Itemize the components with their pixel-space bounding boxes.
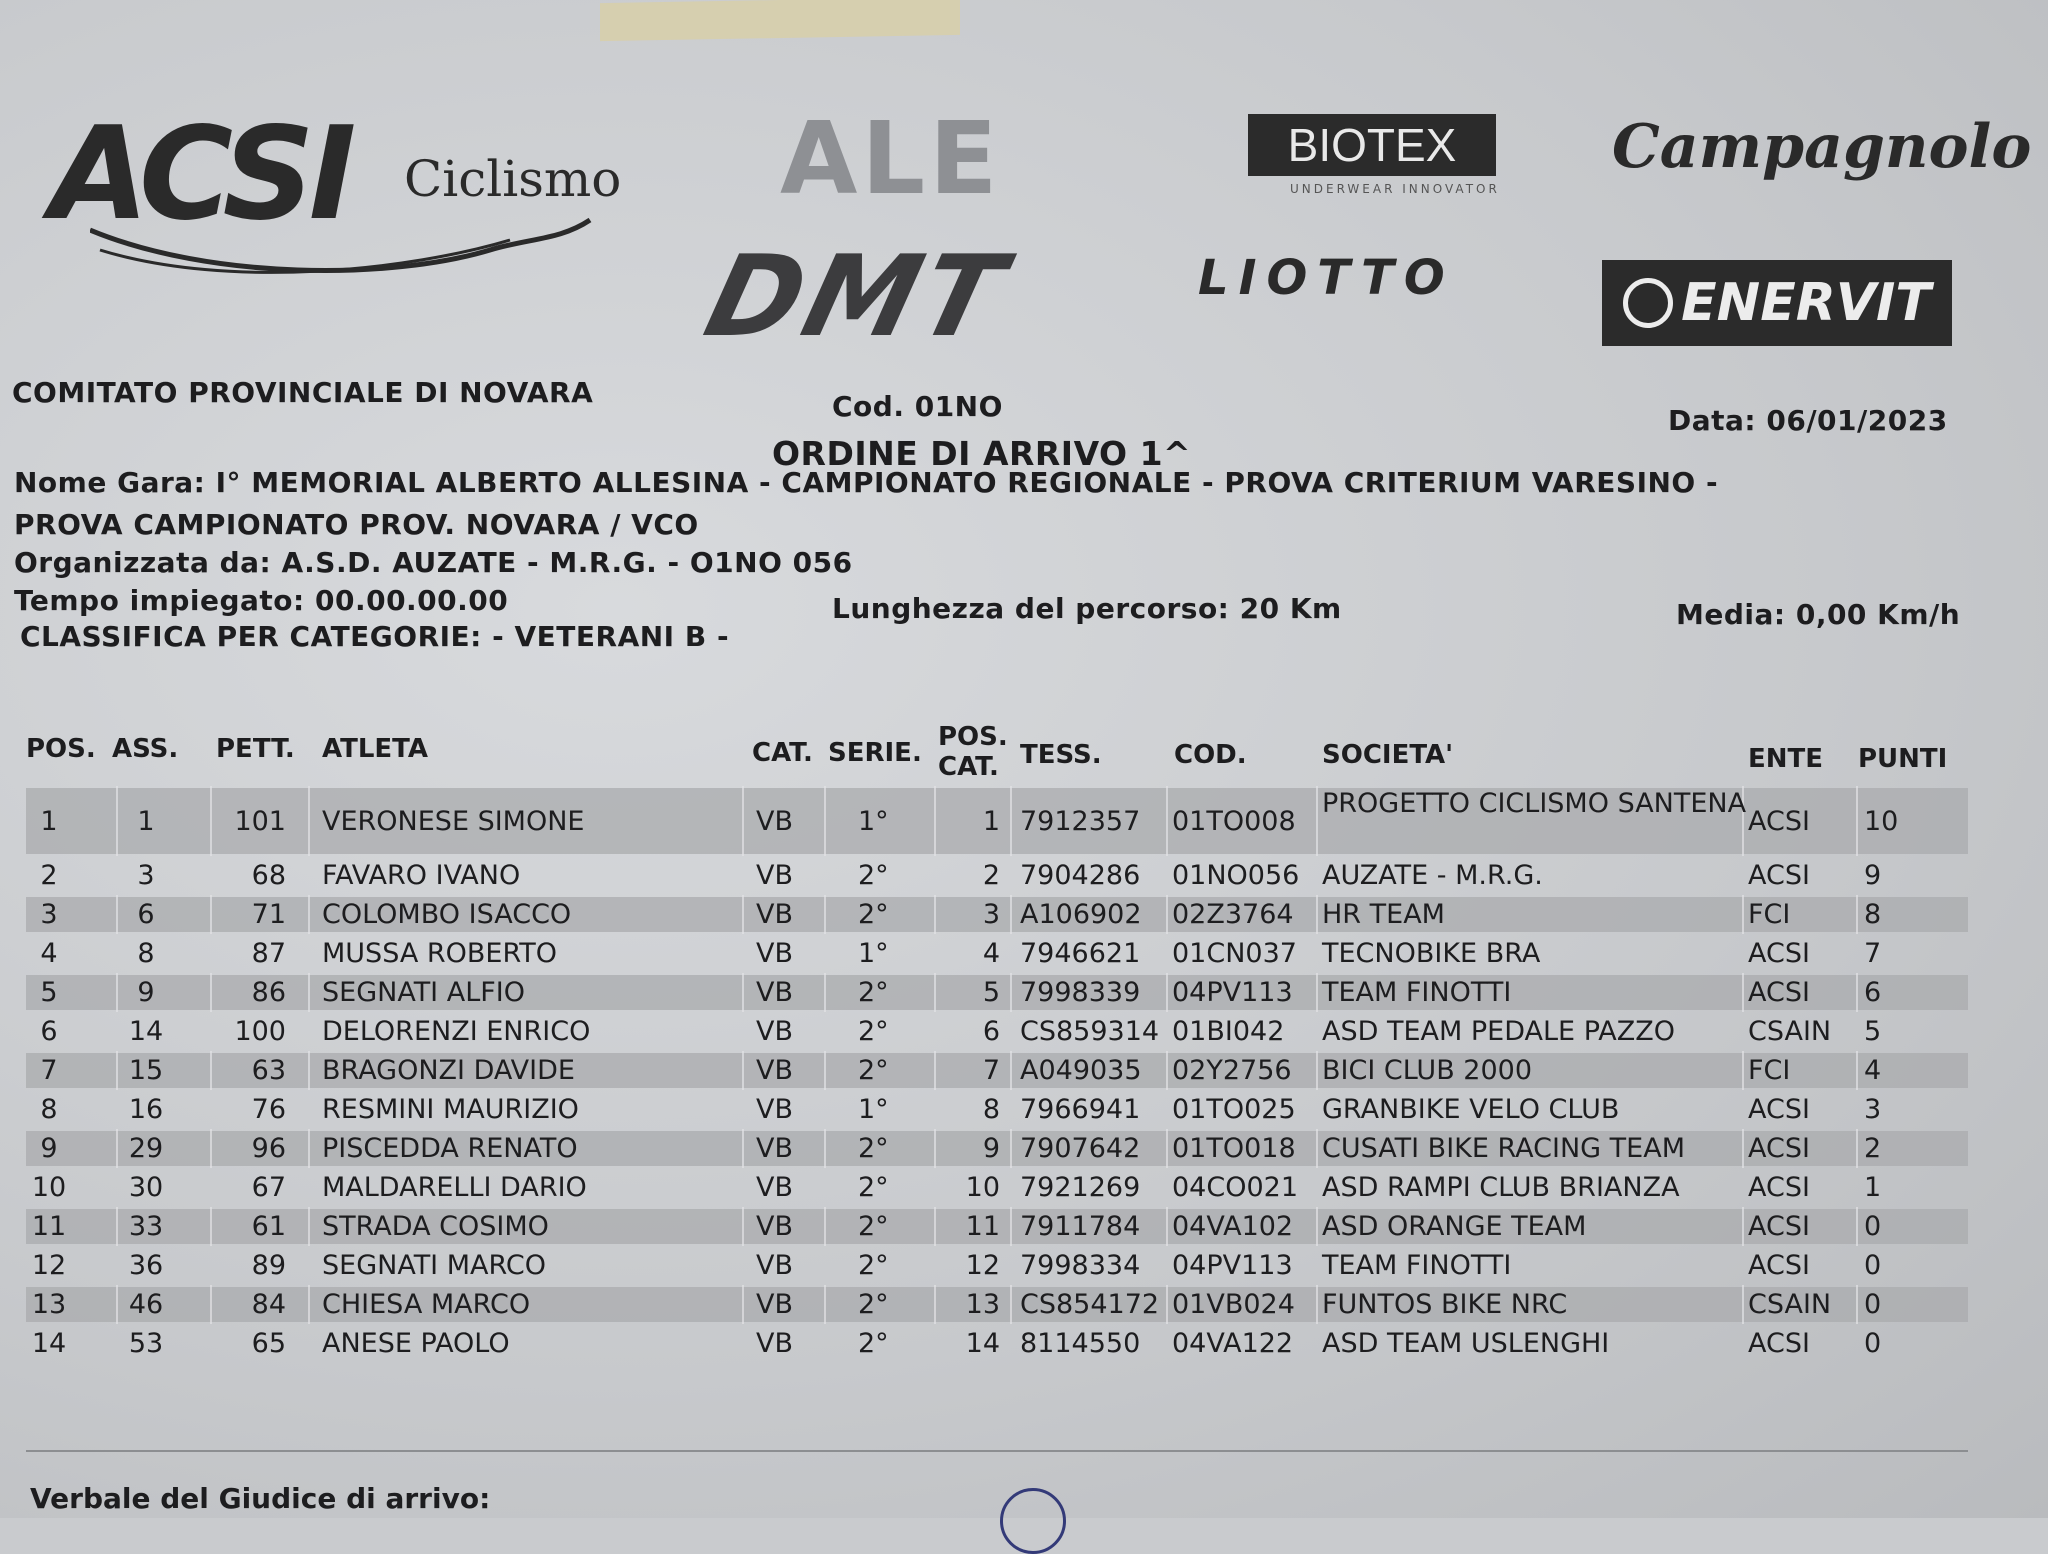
cell-ente: ACSI (1748, 860, 1810, 891)
cell-pos: 5 (40, 977, 58, 1008)
table-row (26, 1051, 1968, 1090)
column-separator (934, 1207, 936, 1246)
cell-atleta: BRAGONZI DAVIDE (322, 1055, 575, 1086)
cell-cat: VB (756, 1250, 793, 1281)
cell-ente: FCI (1748, 899, 1791, 930)
column-separator (1010, 1285, 1012, 1324)
table-row (26, 934, 1968, 973)
table-row (26, 1285, 1968, 1324)
cell-societa: TEAM FINOTTI (1322, 977, 1512, 1008)
column-separator (308, 786, 310, 856)
column-separator (308, 1285, 310, 1324)
cell-atleta: RESMINI MAURIZIO (322, 1094, 579, 1125)
biotex-logo-subtitle: UNDERWEAR INNOVATOR (1290, 182, 1500, 196)
cell-tess: A049035 (1020, 1055, 1142, 1086)
column-separator (116, 1129, 118, 1168)
cell-pos: 2 (40, 860, 58, 891)
cell-ente: FCI (1748, 1055, 1791, 1086)
cell-atleta: MALDARELLI DARIO (322, 1172, 587, 1203)
column-separator (824, 1285, 826, 1324)
cell-pett: 101 (234, 806, 286, 837)
cell-societa: BICI CLUB 2000 (1322, 1055, 1533, 1086)
biotex-logo: BIOTEX (1248, 114, 1496, 176)
cell-societa: ASD ORANGE TEAM (1322, 1211, 1587, 1242)
cell-pos: 9 (40, 1133, 58, 1164)
cell-punti: 1 (1864, 1172, 1882, 1203)
cell-ente: ACSI (1748, 1172, 1810, 1203)
table-row (26, 786, 1968, 856)
cell-tess: 7912357 (1020, 806, 1141, 837)
cell-atleta: VERONESE SIMONE (322, 806, 585, 837)
cell-pos: 11 (31, 1211, 67, 1242)
cell-cod: 04VA102 (1172, 1211, 1294, 1242)
column-separator (934, 1129, 936, 1168)
column-separator (210, 1129, 212, 1168)
column-separator (308, 895, 310, 934)
cell-pos: 10 (31, 1172, 67, 1203)
cell-cod: 01TO008 (1172, 806, 1296, 837)
table-row (26, 1090, 1968, 1129)
cell-atleta: STRADA COSIMO (322, 1211, 549, 1242)
adhesive-tape (600, 0, 960, 41)
cell-poscat: 2 (982, 860, 1000, 891)
cell-pos: 8 (40, 1094, 58, 1125)
table-row (26, 973, 1968, 1012)
cell-cat: VB (756, 1328, 793, 1359)
column-separator (1742, 1285, 1744, 1324)
cell-pett: 87 (251, 938, 286, 969)
cell-serie: 2° (858, 977, 889, 1008)
column-separator (1010, 973, 1012, 1012)
column-separator (1856, 973, 1858, 1012)
cell-pos: 6 (40, 1016, 58, 1047)
cell-pett: 63 (251, 1055, 286, 1086)
cell-serie: 2° (858, 1133, 889, 1164)
cell-tess: 7966941 (1020, 1094, 1141, 1125)
column-separator (210, 1285, 212, 1324)
cell-pett: 89 (251, 1250, 286, 1281)
cell-poscat: 10 (965, 1172, 1000, 1203)
cell-ass: 6 (137, 899, 155, 930)
column-separator (1010, 786, 1012, 856)
cell-ass: 14 (128, 1016, 164, 1047)
cell-ass: 1 (137, 806, 155, 837)
cell-cod: 04PV113 (1172, 977, 1293, 1008)
cell-tess: A106902 (1020, 899, 1142, 930)
cell-serie: 2° (858, 1250, 889, 1281)
cell-atleta: PISCEDDA RENATO (322, 1133, 578, 1164)
category-classification: CLASSIFICA PER CATEGORIE: - VETERANI B - (20, 620, 730, 653)
time-used: Tempo impiegato: 00.00.00.00 (14, 584, 509, 617)
column-separator (308, 1129, 310, 1168)
organizer: Organizzata da: A.S.D. AUZATE - M.R.G. - O1NO 056 (14, 546, 853, 579)
cell-cat: VB (756, 938, 793, 969)
cell-pett: 71 (251, 899, 286, 930)
cell-societa: ASD TEAM USLENGHI (1322, 1328, 1610, 1359)
cell-pett: 96 (251, 1133, 286, 1164)
cell-societa: AUZATE - M.R.G. (1322, 860, 1543, 891)
cell-tess: 7907642 (1020, 1133, 1141, 1164)
cell-cat: VB (756, 1211, 793, 1242)
table-row (26, 1246, 1968, 1285)
col-poscat (938, 722, 1008, 782)
column-separator (742, 1129, 744, 1168)
cell-punti: 0 (1864, 1328, 1882, 1359)
cell-ente: ACSI (1748, 806, 1810, 837)
table-row (26, 895, 1968, 934)
column-separator (116, 973, 118, 1012)
column-separator (1010, 1129, 1012, 1168)
column-separator (824, 1207, 826, 1246)
cell-pett: 65 (251, 1328, 286, 1359)
cell-ente: ACSI (1748, 977, 1810, 1008)
cell-pett: 100 (234, 1016, 286, 1047)
cell-cod: 02Y2756 (1172, 1055, 1292, 1086)
cell-cat: VB (756, 1094, 793, 1125)
cell-poscat: 12 (965, 1250, 1000, 1281)
column-separator (1856, 1129, 1858, 1168)
cell-punti: 3 (1864, 1094, 1882, 1125)
col-ente: ENTE (1748, 744, 1824, 774)
cell-ass: 46 (128, 1289, 164, 1320)
cell-cod: 04VA122 (1172, 1328, 1294, 1359)
cell-ass: 30 (128, 1172, 164, 1203)
column-separator (116, 1051, 118, 1090)
cell-cat: VB (756, 1016, 793, 1047)
column-separator (1742, 1129, 1744, 1168)
document-date: Data: 06/01/2023 (1668, 404, 1948, 437)
cell-cod: 01TO018 (1172, 1133, 1296, 1164)
cell-cod: 01VB024 (1172, 1289, 1295, 1320)
liotto-logo: LIOTTO (1198, 250, 1455, 306)
cell-societa: TEAM FINOTTI (1322, 1250, 1512, 1281)
column-separator (1856, 1285, 1858, 1324)
cell-serie: 2° (858, 1211, 889, 1242)
cell-punti: 0 (1864, 1211, 1882, 1242)
cell-punti: 4 (1864, 1055, 1882, 1086)
column-separator (308, 973, 310, 1012)
col-serie: SERIE. (828, 738, 922, 768)
cell-serie: 1° (858, 938, 889, 969)
column-separator (1856, 895, 1858, 934)
cell-punti: 0 (1864, 1289, 1882, 1320)
cell-serie: 2° (858, 860, 889, 891)
cell-ente: CSAIN (1748, 1289, 1832, 1320)
cell-ente: ACSI (1748, 1328, 1810, 1359)
cell-serie: 2° (858, 1172, 889, 1203)
column-separator (1856, 1207, 1858, 1246)
col-atleta: ATLETA (322, 734, 429, 764)
column-separator (116, 786, 118, 856)
cell-punti: 0 (1864, 1250, 1882, 1281)
enervit-logo-text: ENERVIT (1681, 273, 1931, 333)
column-separator (210, 786, 212, 856)
column-separator (824, 895, 826, 934)
column-separator (742, 1285, 744, 1324)
column-separator (934, 1285, 936, 1324)
cell-societa: FUNTOS BIKE NRC (1322, 1289, 1568, 1320)
cell-cat: VB (756, 806, 793, 837)
cell-pos: 12 (31, 1250, 67, 1281)
committee-name: COMITATO PROVINCIALE DI NOVARA (12, 376, 594, 409)
cell-pett: 84 (251, 1289, 286, 1320)
cell-atleta: ANESE PAOLO (322, 1328, 510, 1359)
cell-cod: 01CN037 (1172, 938, 1297, 969)
cell-societa: ASD TEAM PEDALE PAZZO (1322, 1016, 1675, 1047)
cell-societa: HR TEAM (1322, 899, 1445, 930)
col-tess: TESS. (1020, 740, 1102, 770)
column-separator (1742, 1207, 1744, 1246)
cell-cod: 04PV113 (1172, 1250, 1293, 1281)
column-separator (1010, 895, 1012, 934)
cell-poscat: 6 (982, 1016, 1000, 1047)
column-separator (1856, 1051, 1858, 1090)
cell-punti: 10 (1864, 806, 1899, 837)
cell-pos: 13 (31, 1289, 67, 1320)
cell-ente: ACSI (1748, 1133, 1810, 1164)
cell-pett: 68 (251, 860, 286, 891)
cell-cod: 01TO025 (1172, 1094, 1296, 1125)
cell-serie: 1° (858, 806, 889, 837)
cell-poscat: 1 (982, 806, 1000, 837)
cell-ente: ACSI (1748, 1250, 1810, 1281)
cell-societa: GRANBIKE VELO CLUB (1322, 1094, 1620, 1125)
cell-societa: PROGETTO CICLISMO SANTENA (1322, 788, 1747, 819)
table-row (26, 1012, 1968, 1051)
column-separator (1742, 895, 1744, 934)
cell-punti: 8 (1864, 899, 1882, 930)
acsi-logo-subtitle: Ciclismo (404, 150, 622, 208)
cell-ente: ACSI (1748, 1094, 1810, 1125)
col-poscat-line-1: POS. (938, 722, 1008, 752)
committee-code: Cod. 01NO (832, 390, 1003, 423)
cell-serie: 2° (858, 1289, 889, 1320)
cell-cat: VB (756, 899, 793, 930)
column-separator (1010, 1051, 1012, 1090)
table-row (26, 1207, 1968, 1246)
cell-punti: 5 (1864, 1016, 1882, 1047)
page-title: ORDINE DI ARRIVO 1^ (772, 434, 1192, 473)
ale-logo: ALE (780, 100, 1002, 217)
judge-report-label: Verbale del Giudice di arrivo: (30, 1482, 491, 1515)
table-row (26, 1324, 1968, 1363)
cell-punti: 7 (1864, 938, 1882, 969)
cell-ass: 3 (137, 860, 155, 891)
cell-cat: VB (756, 1133, 793, 1164)
col-societa: SOCIETA' (1322, 740, 1454, 770)
cell-ente: ACSI (1748, 938, 1810, 969)
cell-atleta: CHIESA MARCO (322, 1289, 531, 1320)
cell-tess: 7998339 (1020, 977, 1141, 1008)
col-cat: CAT. (752, 738, 813, 768)
column-separator (210, 895, 212, 934)
cell-ass: 8 (137, 938, 155, 969)
cell-poscat: 4 (982, 938, 1000, 969)
column-separator (1856, 786, 1858, 856)
column-separator (210, 1207, 212, 1246)
cell-poscat: 5 (982, 977, 1000, 1008)
cell-poscat: 3 (982, 899, 1000, 930)
table-row (26, 1129, 1968, 1168)
cell-cod: 01BI042 (1172, 1016, 1285, 1047)
cell-tess: 7998334 (1020, 1250, 1141, 1281)
column-separator (308, 1207, 310, 1246)
cell-pos: 7 (40, 1055, 58, 1086)
cell-cat: VB (756, 1172, 793, 1203)
course-length: Lunghezza del percorso: 20 Km (832, 592, 1342, 625)
cell-cod: 02Z3764 (1172, 899, 1294, 930)
cell-poscat: 11 (965, 1211, 1000, 1242)
cell-pett: 61 (251, 1211, 286, 1242)
cell-poscat: 7 (982, 1055, 1000, 1086)
column-separator (934, 895, 936, 934)
column-separator (742, 895, 744, 934)
cell-serie: 2° (858, 1016, 889, 1047)
column-separator (116, 1207, 118, 1246)
cell-societa: ASD RAMPI CLUB BRIANZA (1322, 1172, 1680, 1203)
cell-pos: 4 (40, 938, 58, 969)
column-separator (116, 895, 118, 934)
cell-tess: 7921269 (1020, 1172, 1141, 1203)
cell-pos: 1 (40, 806, 58, 837)
cell-tess: 7946621 (1020, 938, 1141, 969)
column-separator (742, 973, 744, 1012)
column-separator (742, 786, 744, 856)
cell-serie: 2° (858, 899, 889, 930)
cell-societa: CUSATI BIKE RACING TEAM (1322, 1133, 1685, 1164)
cell-cat: VB (756, 1055, 793, 1086)
col-poscat-line-2: CAT. (938, 752, 999, 782)
cell-poscat: 8 (982, 1094, 1000, 1125)
dmt-logo: DMT (693, 232, 1020, 362)
cell-cod: 01NO056 (1172, 860, 1300, 891)
column-separator (116, 1285, 118, 1324)
cell-pos: 14 (31, 1328, 67, 1359)
table-row (26, 1168, 1968, 1207)
table-bottom-line (26, 1450, 1968, 1452)
cell-pett: 67 (251, 1172, 286, 1203)
cell-atleta: FAVARO IVANO (322, 860, 521, 891)
cell-tess: 8114550 (1020, 1328, 1141, 1359)
cell-tess: CS859314 (1020, 1016, 1160, 1047)
cell-poscat: 13 (965, 1289, 1000, 1320)
column-separator (1742, 1051, 1744, 1090)
cell-cat: VB (756, 860, 793, 891)
cell-tess: CS854172 (1020, 1289, 1160, 1320)
cell-atleta: DELORENZI ENRICO (322, 1016, 591, 1047)
cell-punti: 9 (1864, 860, 1882, 891)
cell-cod: 04CO021 (1172, 1172, 1298, 1203)
cell-atleta: COLOMBO ISACCO (322, 899, 572, 930)
cell-punti: 2 (1864, 1133, 1882, 1164)
column-separator (934, 973, 936, 1012)
column-separator (210, 973, 212, 1012)
cell-ass: 36 (128, 1250, 164, 1281)
acsi-logo: ACSI (50, 100, 351, 249)
column-separator (934, 1051, 936, 1090)
cell-atleta: MUSSA ROBERTO (322, 938, 558, 969)
column-separator (934, 786, 936, 856)
cell-cat: VB (756, 977, 793, 1008)
cell-atleta: SEGNATI ALFIO (322, 977, 525, 1008)
cell-cat: VB (756, 1289, 793, 1320)
cell-poscat: 9 (982, 1133, 1000, 1164)
cell-punti: 6 (1864, 977, 1882, 1008)
column-separator (824, 973, 826, 1012)
cell-serie: 1° (858, 1094, 889, 1125)
cell-pett: 86 (251, 977, 286, 1008)
cell-tess: 7911784 (1020, 1211, 1141, 1242)
average-speed: Media: 0,00 Km/h (1676, 598, 1961, 631)
enervit-circle-icon (1623, 278, 1673, 328)
column-separator (1010, 1207, 1012, 1246)
cell-ass: 16 (128, 1094, 164, 1125)
col-pos: POS. (26, 734, 96, 764)
cell-ente: ACSI (1748, 1211, 1810, 1242)
column-separator (824, 786, 826, 856)
column-separator (308, 1051, 310, 1090)
col-pett: PETT. (216, 734, 295, 764)
campagnolo-logo: Campagnolo (1612, 112, 2032, 182)
race-name-line-1: Nome Gara: I° MEMORIAL ALBERTO ALLESINA - CAMPIONATO REGIONALE - PROVA CRITERIUM VARESINO - (14, 466, 1719, 499)
column-separator (742, 1051, 744, 1090)
col-cod: COD. (1174, 740, 1247, 770)
race-name-line-2: PROVA CAMPIONATO PROV. NOVARA / VCO (14, 508, 699, 541)
cell-serie: 2° (858, 1055, 889, 1086)
cell-pett: 76 (251, 1094, 286, 1125)
cell-ass: 9 (137, 977, 155, 1008)
cell-poscat: 14 (965, 1328, 1000, 1359)
column-separator (824, 1129, 826, 1168)
acsi-swoosh-icon (90, 210, 600, 280)
cell-ass: 33 (128, 1211, 164, 1242)
enervit-logo (1602, 260, 1952, 346)
column-separator (742, 1207, 744, 1246)
column-separator (1742, 973, 1744, 1012)
col-punti: PUNTI (1858, 744, 1948, 774)
cell-ente: CSAIN (1748, 1016, 1832, 1047)
results-table (26, 786, 1968, 1363)
cell-pos: 3 (40, 899, 58, 930)
column-separator (824, 1051, 826, 1090)
col-ass: ASS. (112, 734, 179, 764)
cell-societa: TECNOBIKE BRA (1322, 938, 1541, 969)
cell-serie: 2° (858, 1328, 889, 1359)
column-separator (210, 1051, 212, 1090)
cell-ass: 29 (128, 1133, 164, 1164)
stamp-mark (1000, 1488, 1066, 1554)
cell-ass: 53 (128, 1328, 164, 1359)
table-row (26, 856, 1968, 895)
cell-ass: 15 (128, 1055, 164, 1086)
cell-atleta: SEGNATI MARCO (322, 1250, 547, 1281)
cell-tess: 7904286 (1020, 860, 1141, 891)
